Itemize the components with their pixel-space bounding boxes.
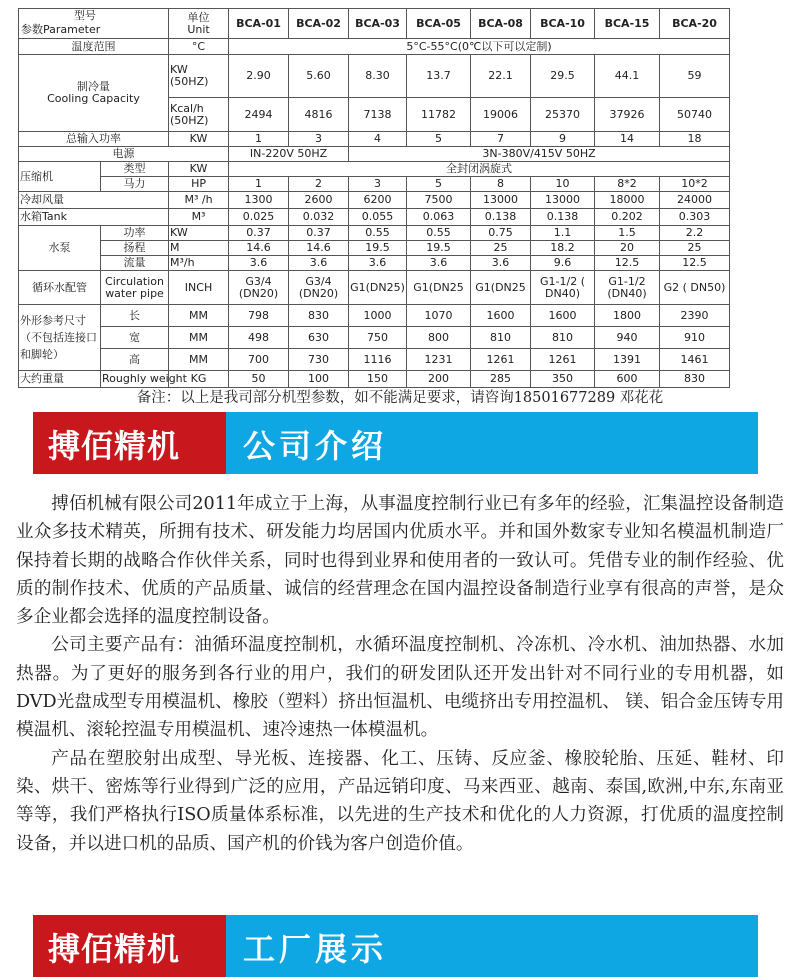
value-cell: 498 — [229, 327, 289, 349]
value-cell: 100 — [289, 371, 349, 388]
value-cell: 350 — [531, 371, 595, 388]
value-cell: 0.063 — [407, 209, 471, 226]
unit-cell: KW — [169, 132, 229, 147]
sub-label: 流量 — [101, 256, 169, 271]
value-cell: 1261 — [531, 349, 595, 371]
value-cell: 19.5 — [407, 241, 471, 256]
value-cell: 1116 — [349, 349, 407, 371]
value-cell: 0.055 — [349, 209, 407, 226]
table-row — [19, 226, 730, 241]
value-cell: 13.7 — [407, 55, 471, 98]
banner-brand: 搏佰精机 — [48, 427, 181, 465]
value-cell: 0.37 — [229, 226, 289, 241]
section-banner-factory — [33, 915, 758, 977]
value-cell: 2390 — [660, 305, 730, 327]
row-label: 水泵 — [19, 226, 101, 271]
banner-title: 工厂展示 — [243, 930, 388, 968]
value-cell: 0.75 — [471, 226, 531, 241]
sub-label: 功率 — [101, 226, 169, 241]
value-cell: 0.303 — [660, 209, 730, 226]
cooling-label-en: Cooling Capacity — [47, 92, 140, 105]
value-cell: 940 — [595, 327, 660, 349]
value-cell: 25 — [660, 241, 730, 256]
value-cell: 3N-380V/415V 50HZ — [349, 147, 730, 162]
table-row — [19, 177, 730, 192]
value-cell: 830 — [660, 371, 730, 388]
value-cell: G1-1/2 (DN40) — [595, 271, 660, 305]
table-row — [19, 349, 730, 371]
value-cell: 5°C-55°C(0℃以下可以定制) — [229, 39, 730, 55]
unit-cell: M³ — [169, 209, 229, 226]
row-label: 水箱Tank — [19, 209, 169, 226]
value-cell: 1261 — [471, 349, 531, 371]
intro-paragraph: 搏佰机械有限公司2011年成立于上海，从事温度控制行业已有多年的经验，汇集温控设备制造业众多技术精英，所拥有技术、研发能力均居国内优质水平。并和国外数家专业知名模温机制造厂保持着长期的战略合作伙伴关系，同时也得到业界和使用者的一致认可。凭借专业的制作经验、优质的制作技术、优质的产品质量、诚信的经营理念在国内温控设备制造行业享有很高的声誉，是众多企业都会选择的温度控制设备。 — [16, 494, 784, 628]
value-cell: 810 — [471, 327, 531, 349]
value-cell: 750 — [349, 327, 407, 349]
value-cell: 12.5 — [660, 256, 730, 271]
value-cell: 3.6 — [229, 256, 289, 271]
value-cell: G1(DN25) — [349, 271, 407, 305]
unit-cell: KW — [169, 162, 229, 177]
value-cell: 13000 — [531, 192, 595, 209]
value-cell: 50740 — [660, 98, 730, 132]
header-unit — [169, 9, 229, 39]
sub-label: 长 — [101, 305, 169, 327]
unit-cell: KG — [169, 371, 229, 388]
value-cell: 0.032 — [289, 209, 349, 226]
value-cell: G1-1/2 ( DN40) — [531, 271, 595, 305]
unit-cell: M — [169, 241, 229, 256]
value-cell: G3/4 (DN20) — [229, 271, 289, 305]
value-cell: 1600 — [531, 305, 595, 327]
value-cell: 3.6 — [407, 256, 471, 271]
model-header: BCA-05 — [407, 9, 471, 39]
value-cell: 1600 — [471, 305, 531, 327]
value-cell: 3.6 — [349, 256, 407, 271]
table-row — [19, 192, 730, 209]
value-cell: 150 — [349, 371, 407, 388]
value-cell: 14 — [595, 132, 660, 147]
table-row — [19, 132, 730, 147]
value-cell: 1391 — [595, 349, 660, 371]
model-header: BCA-01 — [229, 9, 289, 39]
value-cell: 0.202 — [595, 209, 660, 226]
row-label: 温度范围 — [19, 39, 169, 55]
table-row — [19, 39, 730, 55]
sub-label: 高 — [101, 349, 169, 371]
value-cell: 3.6 — [289, 256, 349, 271]
param-label: 参数Parameter — [21, 23, 101, 36]
sub-label: 扬程 — [101, 241, 169, 256]
value-cell: 800 — [407, 327, 471, 349]
table-row — [19, 271, 730, 305]
value-cell: 910 — [660, 327, 730, 349]
value-cell: 14.6 — [229, 241, 289, 256]
value-cell: 798 — [229, 305, 289, 327]
note-text: 备注：以上是我司部分机型参数，如不能满足要求，请咨询18501677289 邓花花 — [136, 390, 664, 406]
unit-cell: KW (50HZ) — [169, 55, 229, 98]
sub-label: 宽 — [101, 327, 169, 349]
table-row — [19, 256, 730, 271]
value-cell: 0.138 — [471, 209, 531, 226]
value-cell: 630 — [289, 327, 349, 349]
value-cell: 13000 — [471, 192, 531, 209]
value-cell: 810 — [531, 327, 595, 349]
sub-label: Roughly weight — [101, 371, 169, 388]
table-row — [19, 209, 730, 226]
value-cell: G3/4 (DN20) — [289, 271, 349, 305]
cooling-label: 制冷量 — [77, 80, 110, 93]
value-cell: 18 — [660, 132, 730, 147]
value-cell: 3 — [289, 132, 349, 147]
value-cell: 18.2 — [531, 241, 595, 256]
unit-cell: °C — [169, 39, 229, 55]
value-cell: 25 — [471, 241, 531, 256]
value-cell: 8.30 — [349, 55, 407, 98]
sub-label: 马力 — [101, 177, 169, 192]
value-cell: 44.1 — [595, 55, 660, 98]
model-header: BCA-08 — [471, 9, 531, 39]
value-cell: 1.5 — [595, 226, 660, 241]
value-cell: 全封闭涡旋式 — [229, 162, 730, 177]
model-header: BCA-02 — [289, 9, 349, 39]
value-cell: 1300 — [229, 192, 289, 209]
value-cell: 2.90 — [229, 55, 289, 98]
company-intro — [16, 490, 784, 858]
table-row — [19, 55, 730, 98]
table-row — [19, 371, 730, 388]
value-cell: 1000 — [349, 305, 407, 327]
value-cell: 2 — [289, 177, 349, 192]
value-cell: 50 — [229, 371, 289, 388]
value-cell: 3 — [349, 177, 407, 192]
value-cell: 18000 — [595, 192, 660, 209]
model-label: 型号 — [74, 9, 96, 22]
value-cell: 1 — [229, 132, 289, 147]
row-label: 冷却风量 — [19, 192, 169, 209]
unit-cell: M³/h — [169, 256, 229, 271]
value-cell: G1(DN25 — [407, 271, 471, 305]
value-cell: 730 — [289, 349, 349, 371]
value-cell: 285 — [471, 371, 531, 388]
value-cell: 14.6 — [289, 241, 349, 256]
table-row — [19, 241, 730, 256]
section-banner — [33, 412, 758, 474]
sub-label: Circulation water pipe — [101, 271, 169, 305]
value-cell: 1800 — [595, 305, 660, 327]
intro-paragraph: 公司主要产品有：油循环温度控制机，水循环温度控制机、冷冻机、冷水机、油加热器、水加热器。为了更好的服务到各行业的用户，我们的研发团队还开发出针对不同行业的专用机器，如DVD光盘成型专用模温机、橡胶（塑料）挤出恒温机、电缆挤出专用控温机、 镁、铝合金压铸专用模温机、滚轮控温专用模温机、速冷速热一体模温机。 — [16, 635, 784, 741]
value-cell: 25370 — [531, 98, 595, 132]
value-cell: 10 — [531, 177, 595, 192]
value-cell: 24000 — [660, 192, 730, 209]
unit-cell: M³ /h — [169, 192, 229, 209]
value-cell: 1 — [229, 177, 289, 192]
value-cell: 19006 — [471, 98, 531, 132]
value-cell: 8*2 — [595, 177, 660, 192]
value-cell: 4816 — [289, 98, 349, 132]
row-label: 总输入功率 — [19, 132, 169, 147]
value-cell: 9 — [531, 132, 595, 147]
table-row — [19, 147, 730, 162]
header-model-param — [19, 9, 169, 39]
value-cell: 600 — [595, 371, 660, 388]
unit-cell: MM — [169, 349, 229, 371]
value-cell: 22.1 — [471, 55, 531, 98]
spec-table — [18, 8, 730, 388]
value-cell: 1.1 — [531, 226, 595, 241]
value-cell: 8 — [471, 177, 531, 192]
row-label: 外形参考尺寸（不包括连接口和脚轮） — [19, 305, 101, 371]
value-cell: 700 — [229, 349, 289, 371]
value-cell: 0.37 — [289, 226, 349, 241]
value-cell: 2.2 — [660, 226, 730, 241]
banner-brand: 搏佰精机 — [48, 930, 181, 968]
intro-paragraph: 产品在塑胶射出成型、导光板、连接器、化工、压铸、反应釜、橡胶轮胎、压延、鞋材、印染、烘干、密炼等行业得到广泛的应用，产品远销印度、马来西亚、越南、泰国,欧洲,中东,东南亚等等，我们严格执行ISO质量体系标准，以先进的生产技术和优化的人力资源，打优质的温度控制设备，并以进口机的品质、国产机的价钱为客户创造价值。 — [16, 748, 784, 854]
unit-cell: KW — [169, 226, 229, 241]
value-cell: 37926 — [595, 98, 660, 132]
unit-cell: MM — [169, 305, 229, 327]
sub-label: 类型 — [101, 162, 169, 177]
value-cell: 0.025 — [229, 209, 289, 226]
value-cell: 19.5 — [349, 241, 407, 256]
row-label-cooling — [19, 55, 169, 132]
value-cell: 59 — [660, 55, 730, 98]
value-cell: 5.60 — [289, 55, 349, 98]
table-row — [19, 9, 730, 39]
row-label: 循环水配管 — [19, 271, 101, 305]
value-cell: 1461 — [660, 349, 730, 371]
value-cell: 9.6 — [531, 256, 595, 271]
value-cell: 830 — [289, 305, 349, 327]
unit-label-en: Unit — [187, 22, 210, 36]
value-cell: 2600 — [289, 192, 349, 209]
banner-title: 公司介绍 — [243, 427, 388, 465]
value-cell: 20 — [595, 241, 660, 256]
value-cell: 7 — [471, 132, 531, 147]
value-cell: 10*2 — [660, 177, 730, 192]
value-cell: 2494 — [229, 98, 289, 132]
row-label: 电源 — [19, 147, 229, 162]
value-cell: 0.55 — [407, 226, 471, 241]
value-cell: 1070 — [407, 305, 471, 327]
value-cell: 3.6 — [471, 256, 531, 271]
value-cell: 4 — [349, 132, 407, 147]
value-cell: 0.55 — [349, 226, 407, 241]
model-header: BCA-03 — [349, 9, 407, 39]
value-cell: G1(DN25 — [471, 271, 531, 305]
value-cell: 5 — [407, 132, 471, 147]
value-cell: 1231 — [407, 349, 471, 371]
value-cell: 200 — [407, 371, 471, 388]
value-cell: 0.138 — [531, 209, 595, 226]
table-row — [19, 305, 730, 327]
value-cell: 7500 — [407, 192, 471, 209]
value-cell: 11782 — [407, 98, 471, 132]
row-label: 压缩机 — [19, 162, 101, 192]
value-cell: G2 ( DN50) — [660, 271, 730, 305]
table-row — [19, 162, 730, 177]
table-row — [19, 327, 730, 349]
value-cell: 12.5 — [595, 256, 660, 271]
model-header: BCA-15 — [595, 9, 660, 39]
unit-cell: MM — [169, 327, 229, 349]
value-cell: 5 — [407, 177, 471, 192]
unit-cell: HP — [169, 177, 229, 192]
model-header: BCA-10 — [531, 9, 595, 39]
unit-label: 单位 — [187, 10, 210, 24]
value-cell: IN-220V 50HZ — [229, 147, 349, 162]
value-cell: 29.5 — [531, 55, 595, 98]
model-header: BCA-20 — [660, 9, 730, 39]
value-cell: 6200 — [349, 192, 407, 209]
value-cell: 7138 — [349, 98, 407, 132]
unit-cell: INCH — [169, 271, 229, 305]
row-label: 大约重量 — [19, 371, 101, 388]
unit-cell: Kcal/h (50HZ) — [169, 98, 229, 132]
